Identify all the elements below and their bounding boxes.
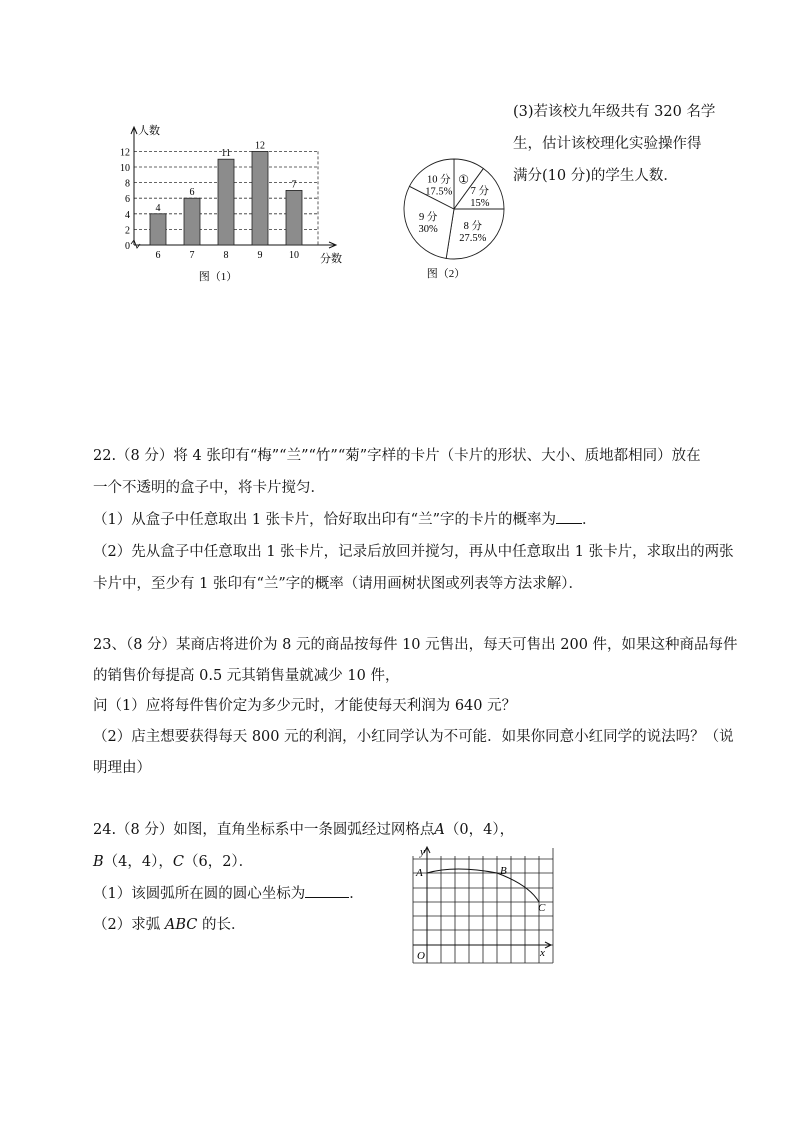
q22-part2-line1: （2）先从盒子中任意取出 1 张卡片，记录后放回并搅匀，再从中任意取出 1 张卡片，求取出的两张 <box>93 544 734 560</box>
q23-line3: 问（1）应将每件售价定为多少元时，才能使每天利润为 640 元？ <box>93 698 517 714</box>
point-b-label: B <box>93 854 104 870</box>
q24-line2 <box>93 850 253 871</box>
x-axis-label: x <box>540 947 545 959</box>
pie-chart <box>398 152 510 284</box>
point-b-coord: （4，4）， <box>103 854 173 870</box>
chart-caption: 图（1） <box>198 271 238 283</box>
answer-blank <box>305 885 349 898</box>
q22-line1: 22.（8 分）将 4 张印有“梅”“兰”“竹”“菊”字样的卡片（卡片的形状、大小、质地都相同）放在 <box>93 448 701 464</box>
q22-part2-line2: 卡片中，至少有 1 张印有“兰”字的概率（请用画树状图或列表等方法求解）． <box>93 576 584 592</box>
q23-line1: 23、（8 分）某商店将进价为 8 元的商品按每件 10 元售出，每天可售出 200 件，如果这种商品每件 <box>93 637 738 653</box>
answer-blank <box>556 511 582 524</box>
q22-part1 <box>93 508 597 529</box>
q24-part1-text: （1）该圆弧所在圆的圆心坐标为 <box>93 886 306 902</box>
y-tick-label: 8 <box>125 178 130 190</box>
pie-slice-label: ① <box>458 172 469 187</box>
point-a-label: A <box>434 822 445 838</box>
q22-part1-text: （1）从盒子中任意取出 1 张卡片，恰好取出印有“兰”字的卡片的概率为 <box>93 512 556 528</box>
grid-lines <box>413 848 553 963</box>
pie-slice-label: 10 分 <box>427 174 451 186</box>
y-tick-label: 10 <box>120 163 130 174</box>
q21-part3-line2: 生，估计该校理化实验操作得 <box>513 136 702 152</box>
q24-part1-end: ． <box>349 886 364 902</box>
pie-slice-label: 9 分 <box>418 212 438 224</box>
axes <box>413 847 551 963</box>
bar <box>150 214 166 245</box>
q23-line5: 明理由） <box>93 760 151 776</box>
x-tick-label: 10 <box>289 250 299 261</box>
bar <box>286 190 302 245</box>
chart-caption: 图（2） <box>426 268 466 280</box>
bar-value-label: 6 <box>189 187 195 199</box>
q21-part3-line3: 满分(10 分)的学生人数． <box>513 168 678 184</box>
bar-chart <box>108 118 358 288</box>
origin-label: O <box>417 950 425 962</box>
pie-slice-percent: 30% <box>418 224 438 236</box>
bar-value-label: 11 <box>221 148 231 160</box>
q23-line4: （2）店主想要获得每天 800 元的利润，小红同学认为不可能．如果你同意小红同学的说法吗？（说 <box>93 729 734 745</box>
bar-value-label: 4 <box>155 202 161 214</box>
q24-part1 <box>93 882 364 903</box>
coordinate-grid-figure <box>408 844 556 966</box>
arc-label: ABC <box>164 917 198 933</box>
q23-line2: 的销售价每提高 0.5 元其销售量就减少 10 件， <box>93 668 400 684</box>
bar-value-label: 12 <box>255 140 265 152</box>
x-tick-label: 6 <box>155 250 161 261</box>
q22-part1-end: ． <box>582 512 597 528</box>
point-c-label: C <box>172 854 184 870</box>
point-c-coord: （6，2）． <box>183 854 254 870</box>
q21-part3-line1: (3)若该校九年级共有 320 名学 <box>513 104 716 120</box>
q24-part2-end: 的长． <box>201 917 246 933</box>
y-axis-title: 人数 <box>138 125 160 137</box>
bar <box>252 151 268 245</box>
q24-part2-text: （2）求弧 <box>93 917 161 933</box>
pie-slice-percent: 17.5% <box>425 186 453 198</box>
y-tick-label: 6 <box>125 194 130 206</box>
bar-value-label: 7 <box>291 179 297 191</box>
x-tick-label: 8 <box>223 250 229 261</box>
pie-slice-percent: 27.5% <box>459 233 487 245</box>
point-a-coord: （0，4）， <box>444 822 515 838</box>
pie-slice-label: 8 分 <box>463 221 483 233</box>
y-tick-label: 4 <box>125 209 130 221</box>
pie-slice-label: 7 分 <box>470 185 490 197</box>
y-tick-label: 0 <box>125 241 130 252</box>
y-tick-label: 2 <box>125 225 130 237</box>
y-tick-label: 12 <box>120 147 130 159</box>
y-axis-label: y <box>420 846 425 858</box>
bar <box>218 159 234 245</box>
x-tick-label: 9 <box>257 250 263 261</box>
grid-point-b: B <box>500 865 507 877</box>
grid-point-c: C <box>538 902 546 914</box>
x-tick-label: 7 <box>189 250 195 261</box>
q24-part2 <box>93 913 245 934</box>
axis-break-mark <box>131 240 140 248</box>
x-axis-title: 分数 <box>320 253 342 265</box>
grid-point-a: A <box>416 867 423 879</box>
pie-slice-percent: 15% <box>470 197 490 209</box>
q24-line1-text: 24.（8 分）如图，直角坐标系中一条圆弧经过网格点 <box>93 822 435 838</box>
bar <box>184 198 200 245</box>
q22-line2: 一个不透明的盒子中，将卡片搅匀． <box>93 480 325 496</box>
q24-line1 <box>93 818 514 839</box>
